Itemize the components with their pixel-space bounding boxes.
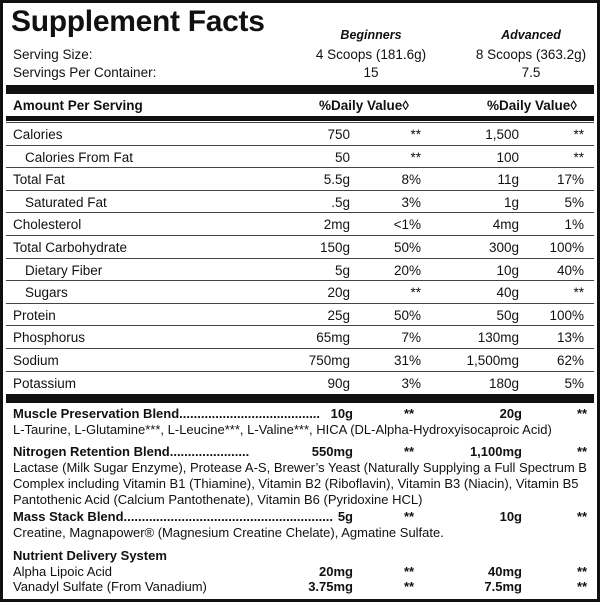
nutrient-row	[6, 371, 594, 394]
column-header-advanced: Advanced	[501, 28, 561, 42]
dv-beginners: 8%	[401, 172, 421, 188]
amount-advanced: 300g	[488, 240, 519, 255]
dv-advanced: 40%	[556, 262, 584, 278]
dv-advanced: 100%	[549, 307, 584, 323]
dv-beginners: 20%	[393, 262, 421, 278]
blend-amount-beginners: 10g	[330, 406, 353, 421]
dv-beginners: 3%	[401, 194, 421, 210]
nutrient-row	[6, 258, 594, 281]
blend-dv-advanced: **	[577, 444, 588, 459]
dv-advanced: **	[573, 149, 584, 165]
amount-beginners: 25g	[327, 307, 350, 323]
ingredient-label: Alpha Lipoic Acid	[13, 564, 113, 579]
servings-per-container-beginners: 15	[363, 65, 379, 80]
dv-advanced: **	[573, 127, 584, 142]
ingredient-amount-advanced: 7.5mg	[484, 579, 522, 594]
blend-amount-advanced: 20g	[499, 406, 522, 421]
amount-advanced: 130mg	[477, 330, 519, 346]
nutrient-row	[6, 212, 594, 235]
dv-beginners: 50%	[393, 240, 421, 255]
nutrient-label: Protein	[13, 307, 56, 323]
blend-ingredients-mass-stack: Creatine, Magnapower® (Magnesium Creatine Chelate), Agmatine Sulfate.	[13, 525, 444, 540]
header-divider	[6, 116, 594, 121]
amount-beginners: 90g	[327, 375, 350, 391]
amount-advanced: 1,500mg	[466, 353, 519, 368]
amount-beginners: 750	[327, 127, 350, 142]
blend-dv-advanced: **	[577, 509, 588, 524]
ingredient-dv-beginners: **	[404, 564, 415, 579]
dv-advanced: 5%	[564, 375, 584, 391]
blend-dv-beginners: **	[404, 509, 415, 524]
dv-beginners: 3%	[401, 375, 421, 391]
ingredient-dv-beginners: **	[404, 579, 415, 594]
amount-beginners: 65mg	[316, 330, 350, 346]
amount-beginners: 5g	[334, 262, 350, 278]
servings-per-container-advanced: 7.5	[521, 65, 541, 80]
ingredient-amount-beginners: 3.75mg	[308, 579, 353, 594]
nutrient-label: Calories	[13, 127, 63, 142]
ingredient-dv-advanced: **	[577, 564, 588, 579]
nutrient-row	[6, 303, 594, 326]
nutrient-label: Cholesterol	[13, 217, 82, 233]
amount-beginners: 50	[334, 149, 350, 165]
amount-beginners: 5.5g	[323, 172, 350, 188]
nutrient-row	[6, 280, 594, 303]
blend-ingredients-nitrogen-retention: Lactase (Milk Sugar Enzyme), Protease A-S, Brewer’s Yeast (Naturally Supplying a Full Spectrum B Complex including Vitamin B1 (Thiamine), Vitamin B2 (Riboflavin), Vitamin B3 (Niacin), Vitamin B5 Pantothenic Acid (Calcium Pantothenate), Vitamin B6 (Pyridoxine HCL)	[13, 460, 587, 507]
nutrient-label: Total Fat	[13, 172, 65, 188]
blend-dv-beginners: **	[404, 406, 415, 421]
ingredient-label: Vanadyl Sulfate (From Vanadium)	[13, 579, 207, 594]
dv-beginners: **	[410, 127, 421, 142]
serving-size-beginners: 4 Scoops (181.6g)	[315, 47, 427, 62]
daily-value-header-beginners: %Daily Value◊	[319, 98, 409, 113]
blend-amount-advanced: 10g	[499, 509, 522, 524]
servings-per-container-label: Servings Per Container:	[13, 65, 157, 80]
blend-name-nitrogen-retention: Nitrogen Retention Blend......................	[13, 444, 250, 459]
dv-beginners: 31%	[393, 353, 421, 368]
amount-beginners: 2mg	[323, 217, 350, 233]
nutrient-label: Sodium	[13, 353, 59, 368]
dv-beginners: **	[410, 285, 421, 301]
serving-size-advanced: 8 Scoops (363.2g)	[475, 47, 587, 62]
dv-beginners: <1%	[393, 217, 421, 233]
daily-value-header-advanced: %Daily Value◊	[487, 98, 577, 113]
blend-amount-advanced: 1,100mg	[469, 444, 522, 459]
nutrient-row	[6, 167, 594, 190]
blend-dv-advanced: **	[577, 406, 588, 421]
nutrient-row	[6, 122, 594, 145]
amount-beginners: 150g	[319, 240, 350, 255]
column-header-beginners: Beginners	[340, 28, 402, 42]
nutrient-row	[6, 235, 594, 258]
amount-advanced: 50g	[496, 307, 519, 323]
nutrient-row	[6, 348, 594, 371]
dv-advanced: 17%	[556, 172, 584, 188]
nutrient-label: Saturated Fat	[25, 194, 107, 210]
dv-advanced: 5%	[564, 194, 584, 210]
serving-size-label: Serving Size:	[13, 47, 93, 62]
thick-divider-blends	[6, 394, 594, 403]
amount-per-serving-header: Amount Per Serving	[13, 98, 143, 113]
ingredient-dv-advanced: **	[577, 579, 588, 594]
dv-advanced: 100%	[549, 240, 584, 255]
blend-dv-beginners: **	[404, 444, 415, 459]
nutrient-label: Dietary Fiber	[25, 262, 103, 278]
nutrient-label: Calories From Fat	[25, 149, 134, 165]
ingredient-amount-advanced: 40mg	[488, 564, 522, 579]
dv-beginners: **	[410, 149, 421, 165]
panel-title: Supplement Facts	[11, 5, 265, 38]
nutrient-row	[6, 145, 594, 168]
blend-name-mass-stack: Mass Stack Blend..........................................................	[13, 509, 334, 524]
amount-advanced: 180g	[488, 375, 519, 391]
nutrient-label: Phosphorus	[13, 330, 86, 346]
thick-divider	[6, 85, 594, 94]
amount-advanced: 4mg	[492, 217, 519, 233]
dv-advanced: 13%	[556, 330, 584, 346]
amount-advanced: 11g	[497, 172, 519, 188]
nutrient-label: Total Carbohydrate	[13, 240, 128, 255]
nutrient-row	[6, 190, 594, 213]
amount-advanced: 10g	[496, 262, 519, 278]
nutrient-row	[6, 325, 594, 348]
blend-amount-beginners: 550mg	[311, 444, 353, 459]
blend-amount-beginners: 5g	[337, 509, 353, 524]
amount-beginners: 20g	[327, 285, 350, 301]
dv-beginners: 50%	[393, 307, 421, 323]
nutrient-label: Potassium	[13, 375, 77, 391]
amount-beginners: .5g	[331, 194, 350, 210]
dv-advanced: **	[573, 285, 584, 301]
dv-advanced: 1%	[564, 217, 584, 233]
amount-advanced: 40g	[496, 285, 519, 301]
dv-advanced: 62%	[556, 353, 584, 368]
blend-ingredients-muscle-preservation: L-Taurine, L-Glutamine***, L-Leucine***, L-Valine***, HICA (DL-Alpha-Hydroxyisocaproic Acid)	[13, 422, 552, 437]
amount-beginners: 750mg	[308, 353, 350, 368]
amount-advanced: 100	[496, 149, 519, 165]
amount-advanced: 1,500	[485, 127, 519, 142]
nutrient-label: Sugars	[25, 285, 68, 301]
dv-beginners: 7%	[401, 330, 421, 346]
ingredient-amount-beginners: 20mg	[319, 564, 353, 579]
amount-advanced: 1g	[503, 194, 519, 210]
blend-name-muscle-preservation: Muscle Preservation Blend.......................................	[13, 406, 321, 421]
blend-name-nutrient-delivery: Nutrient Delivery System	[13, 548, 167, 563]
